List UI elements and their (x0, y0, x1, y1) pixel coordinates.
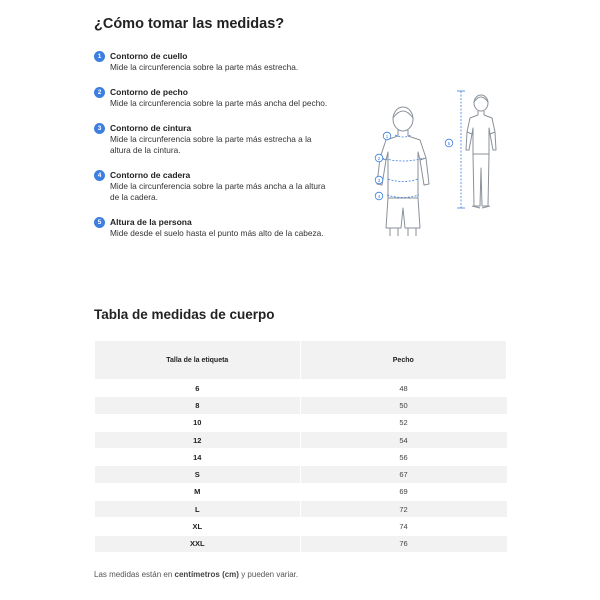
table-row (95, 483, 507, 500)
svg-text:2: 2 (377, 156, 381, 161)
step-number-badge: 5 (94, 217, 105, 228)
step-description: Mide la circunferencia sobre la parte más estrecha a la altura de la cintura. (110, 134, 312, 155)
marker-2 (375, 154, 383, 162)
measurement-steps (94, 50, 334, 239)
size-cell: 12 (95, 431, 301, 448)
size-cell: XXL (95, 535, 301, 552)
table-row (95, 518, 507, 535)
step-number-badge: 3 (94, 123, 105, 134)
step-number-badge: 1 (94, 51, 105, 62)
height-measure (445, 91, 465, 208)
header-chest: Pecho (300, 341, 506, 380)
step-description: Mide la circunferencia sobre la parte más estrecha. (110, 62, 299, 72)
step-description: Mide la circunferencia sobre la parte más ancha a la altura de la cadera. (110, 181, 326, 202)
footnote-prefix: Las medidas están en (94, 570, 175, 579)
size-cell: 14 (95, 449, 301, 466)
marker-3 (375, 176, 383, 184)
chest-cell: 52 (300, 414, 506, 431)
footnote-units: centímetros (cm) (174, 570, 239, 579)
body-measurement-figure (368, 88, 518, 238)
table-row (95, 397, 507, 414)
size-cell: XL (95, 518, 301, 535)
step-title: Contorno de cuello (110, 51, 188, 61)
size-table (94, 340, 507, 553)
chest-cell: 48 (300, 380, 506, 397)
marker-1 (383, 132, 391, 140)
step-height (94, 216, 334, 239)
chest-cell: 56 (300, 449, 506, 466)
units-footnote (94, 570, 298, 579)
step-waist (94, 122, 334, 156)
chest-cell: 76 (300, 535, 506, 552)
step-title: Contorno de pecho (110, 87, 188, 97)
step-hip (94, 169, 334, 203)
step-title: Contorno de cintura (110, 123, 192, 133)
step-title: Altura de la persona (110, 217, 192, 227)
step-description: Mide la circunferencia sobre la parte más ancha del pecho. (110, 98, 328, 108)
footnote-suffix: y pueden variar. (238, 570, 299, 579)
table-row (95, 449, 507, 466)
size-cell: 8 (95, 397, 301, 414)
size-cell: M (95, 483, 301, 500)
svg-text:3: 3 (377, 178, 381, 183)
header-size-label: Talla de la etiqueta (95, 341, 301, 380)
svg-text:1: 1 (385, 134, 389, 139)
chest-cell: 54 (300, 431, 506, 448)
step-number-badge: 4 (94, 170, 105, 181)
chest-cell: 50 (300, 397, 506, 414)
table-row (95, 414, 507, 431)
step-title: Contorno de cadera (110, 170, 191, 180)
step-description: Mide desde el suelo hasta el punto más alto de la cabeza. (110, 228, 324, 238)
page-title: ¿Cómo tomar las medidas? (94, 16, 285, 32)
size-table-title: Tabla de medidas de cuerpo (94, 307, 275, 322)
step-number-badge: 2 (94, 87, 105, 98)
table-row (95, 501, 507, 518)
chest-cell: 74 (300, 518, 506, 535)
step-neck (94, 50, 334, 73)
child-side-outline (466, 95, 496, 208)
svg-text:4: 4 (377, 194, 381, 199)
chest-cell: 67 (300, 466, 506, 483)
table-row (95, 431, 507, 448)
table-row (95, 535, 507, 552)
size-cell: 10 (95, 414, 301, 431)
svg-text:5: 5 (447, 141, 451, 146)
size-cell: 6 (95, 380, 301, 397)
chest-cell: 72 (300, 501, 506, 518)
child-front-outline (377, 107, 429, 236)
marker-4 (375, 192, 383, 200)
step-chest (94, 86, 334, 109)
table-row (95, 466, 507, 483)
size-cell: S (95, 466, 301, 483)
table-header-row (95, 341, 507, 380)
size-cell: L (95, 501, 301, 518)
table-row (95, 380, 507, 397)
chest-cell: 69 (300, 483, 506, 500)
